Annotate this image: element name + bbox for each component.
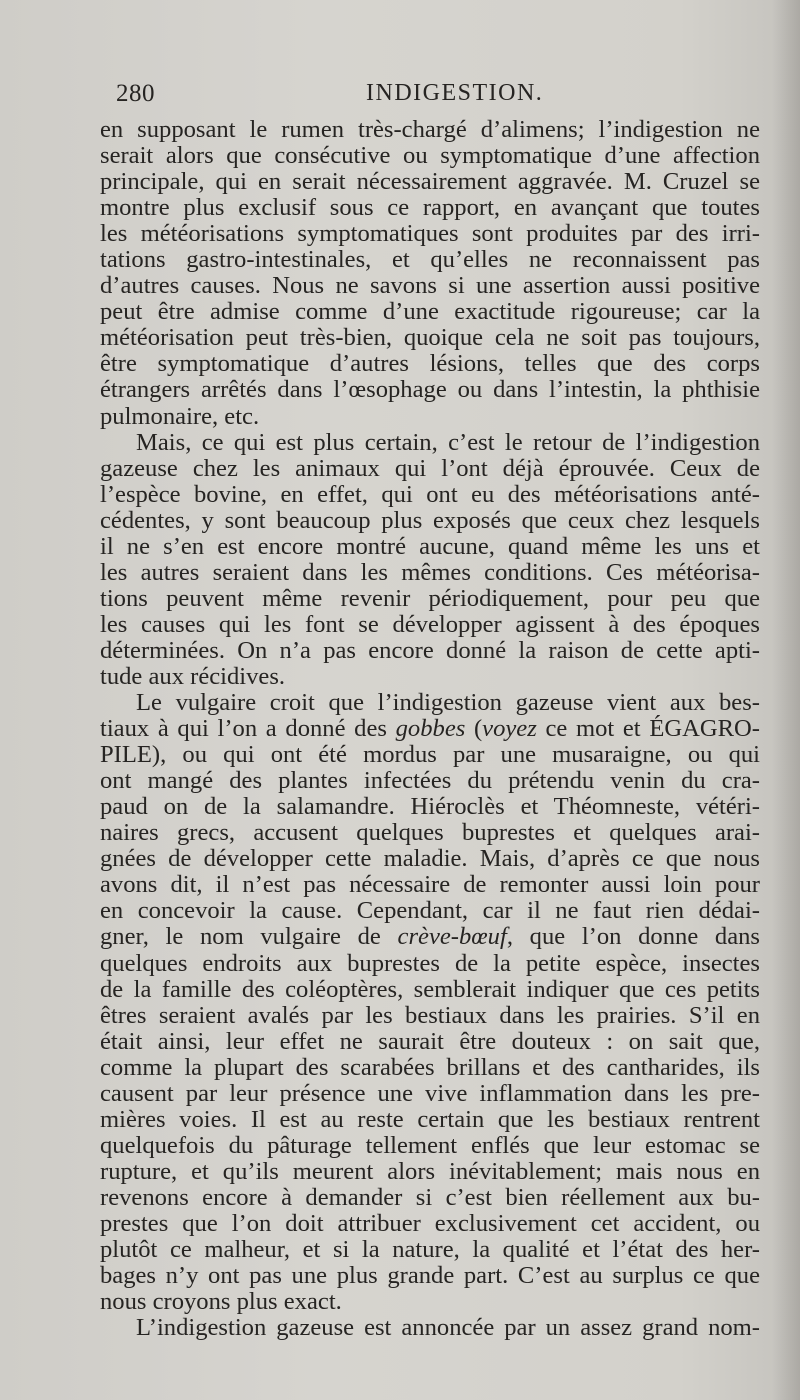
text-line: les causes qui les font se développer agissent à des époques (100, 610, 760, 638)
text-line: il ne s’en est encore montré aucune, quand même les uns et (100, 532, 760, 560)
text-line: pulmonaire, etc. (100, 402, 260, 430)
text-line: en supposant le rumen très-chargé d’alimens; l’indigestion ne (100, 116, 760, 143)
text-line: Le vulgaire croit que l’indigestion gazeuse vient aux bes- (136, 689, 760, 717)
text-line: revenons encore à demander si c’est bien réellement aux bu- (100, 1183, 760, 1211)
text-line: bages n’y ont pas une plus grande part. C’est au surplus ce que (100, 1262, 760, 1290)
text-line: météorisation peut très-bien, quoique cela ne soit pas toujours, (100, 324, 760, 352)
text-line: était ainsi, leur effet ne saurait être douteux : on sait que, (100, 1027, 760, 1055)
text-line: ont mangé des plantes infectées du prétendu venin du cra- (100, 767, 760, 795)
text-line: tations gastro-intestinales, et qu’elles ne reconnaissent pas (100, 246, 760, 274)
text-line: peut être admise comme d’une exactitude rigoureuse; car la (100, 298, 760, 326)
text-line: d’autres causes. Nous ne savons si une assertion aussi positive (100, 272, 760, 300)
page-header (116, 80, 756, 114)
text-line: gnées de développer cette maladie. Mais, d’après ce que nous (100, 845, 760, 873)
text-line: principale, qui en serait nécessairement aggravée. M. Cruzel se (100, 168, 760, 196)
text-line: causent par leur présence une vive inflammation dans les pre- (100, 1079, 760, 1107)
text-line: de la famille des coléoptères, semblerait indiquer que ces petits (100, 975, 760, 1003)
text-line: plutôt ce malheur, et si la nature, la qualité et l’état des her- (100, 1236, 760, 1264)
text-line: tions peuvent même revenir périodiquement, pour peu que (100, 584, 760, 612)
text-line: l’espèce bovine, en effet, qui ont eu des météorisations anté- (100, 480, 760, 508)
text-line: mières voies. Il est au reste certain que les bestiaux rentrent (100, 1105, 760, 1133)
text-line: naires grecs, accusent quelques buprestes et quelques arai- (100, 819, 760, 847)
text-line: serait alors que consécutive ou symptomatique d’une affection (100, 142, 760, 170)
text-line: avons dit, il n’est pas nécessaire de remonter aussi loin pour (100, 871, 760, 899)
text-line: paud on de la salamandre. Hiéroclès et Théomneste, vétéri- (100, 793, 760, 821)
text-line: prestes que l’on doit attribuer exclusivement cet accident, ou (100, 1209, 760, 1237)
text-line: montre plus exclusif sous ce rapport, en avançant que toutes (100, 194, 760, 222)
text-line: gazeuse chez les animaux qui l’ont déjà éprouvée. Ceux de (100, 454, 760, 482)
text-line: quelquefois du pâturage tellement enflés que leur estomac se (100, 1131, 760, 1159)
text-line: Mais, ce qui est plus certain, c’est le retour de l’indigestion (136, 428, 760, 456)
text-line: les autres seraient dans les mêmes conditions. Ces météorisa- (100, 558, 760, 586)
page-edge-shadow (772, 0, 800, 1400)
text-line: gner, le nom vulgaire de crève-bœuf, que l’on donne dans (100, 923, 760, 951)
text-line: L’indigestion gazeuse est annoncée par un assez grand nom- (136, 1314, 760, 1342)
text-line: rupture, et qu’ils meurent alors inévitablement; mais nous en (100, 1157, 760, 1185)
page-number: 280 (116, 80, 155, 107)
running-title: INDIGESTION. (366, 80, 544, 106)
text-line: déterminées. On n’a pas encore donné la raison de cette apti- (100, 636, 760, 664)
text-line: quelques endroits aux buprestes de la petite espèce, insectes (100, 949, 760, 977)
text-line: tude aux récidives. (100, 662, 286, 690)
text-line: comme la plupart des scarabées brillans et des cantharides, ils (100, 1053, 760, 1081)
text-line: nous croyons plus exact. (100, 1288, 342, 1316)
body-text (100, 117, 760, 1341)
text-line: étrangers arrêtés dans l’œsophage ou dans l’intestin, la phthisie (100, 376, 760, 404)
text-line: êtres seraient avalés par les bestiaux dans les prairies. S’il en (100, 1001, 760, 1029)
text-line: cédentes, y sont beaucoup plus exposés que ceux chez lesquels (100, 506, 760, 534)
text-line: être symptomatique d’autres lésions, telles que des corps (100, 350, 760, 378)
text-line: en concevoir la cause. Cependant, car il ne faut rien dédai- (100, 897, 760, 925)
text-line: PILE), ou qui ont été mordus par une musaraigne, ou qui (100, 741, 760, 769)
text-line: tiaux à qui l’on a donné des gobbes (voyez ce mot et ÉGAGRO- (100, 715, 760, 743)
text-line: les météorisations symptomatiques sont produites par des irri- (100, 220, 760, 248)
